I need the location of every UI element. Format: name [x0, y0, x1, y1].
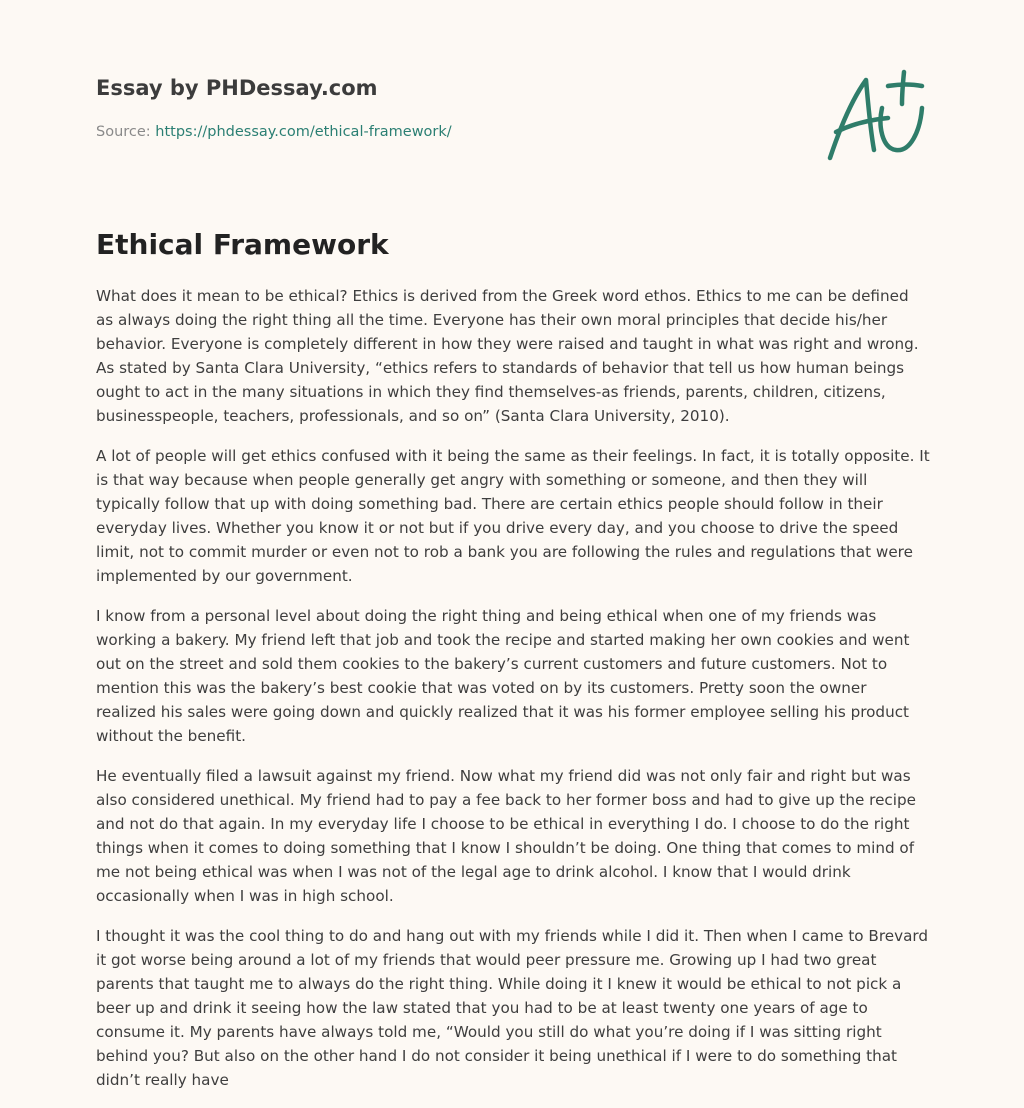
essay-paragraph: A lot of people will get ethics confused with it being the same as their feelings. In fact, it is totally opposite. It is that way because when people generally get angry with something or someone, and then they will typically follow that up with doing something bad. There are certain ethics people should follow in their everyday lives. Whether you know it or not but if you drive every day, and you choose to drive the speed limit, not to commit murder or even not to rob a bank you are following the rules and regulations that were implemented by our government.	[96, 447, 930, 585]
source-link[interactable]: https://phdessay.com/ethical-framework/	[155, 124, 452, 140]
source-line	[96, 124, 452, 140]
a-plus-icon	[818, 66, 930, 166]
essay-paragraph: What does it mean to be ethical? Ethics is derived from the Greek word ethos. Ethics to me can be defined as always doing the right thing all the time. Everyone has their own moral principles that decide his/her behavior. Everyone is completely different in how they were raised and taught in what was right and wrong. As stated by Santa Clara University, “ethics refers to standards of behavior that tell us how human beings ought to act in the many situations in which they find themselves-as friends, parents, children, citizens, businesspeople, teachers, professionals, and so on” (Santa Clara University, 2010).	[96, 287, 919, 425]
source-label: Source:	[96, 124, 151, 140]
essay-paragraph: He eventually filed a lawsuit against my friend. Now what my friend did was not only fair and right but was also considered unethical. My friend had to pay a fee back to her former boss and had to give up the recipe and not do that again. In my everyday life I choose to be ethical in everything I do. I choose to do the right things when it comes to doing something that I know I shouldn’t be doing. One thing that comes to mind of me not being ethical was when I was not of the legal age to drink alcohol. I know that I would drink occasionally when I was in high school.	[96, 767, 916, 905]
essay-title: Ethical Framework	[96, 228, 389, 261]
essay-paragraph: I know from a personal level about doing the right thing and being ethical when one of my friends was working a bakery. My friend left that job and took the recipe and started making her own cookies and went out on the street and sold them cookies to the bakery’s current customers and future customers. Not to mention this was the bakery’s best cookie that was voted on by its customers. Pretty soon the owner realized his sales were going down and quickly realized that it was his former employee selling his product without the benefit.	[96, 607, 910, 745]
a-plus-logo-graphic	[818, 66, 930, 166]
essay-paragraph: I thought it was the cool thing to do and hang out with my friends while I did it. Then when I came to Brevard it got worse being around a lot of my friends that would peer pressure me. Growing up I had two great parents that taught me to always do the right thing. While doing it I knew it would be ethical to not pick a beer up and drink it seeing how the law stated that you had to be at least twenty one years of age to consume it. My parents have always told me, “Would you still do what you’re doing if I was sitting right behind you? But also on the other hand I do not consider it being unethical if I were to do something that didn’t really have	[96, 927, 928, 1089]
site-brand: Essay by PHDessay.com	[96, 76, 378, 100]
essay-body	[96, 284, 930, 1108]
